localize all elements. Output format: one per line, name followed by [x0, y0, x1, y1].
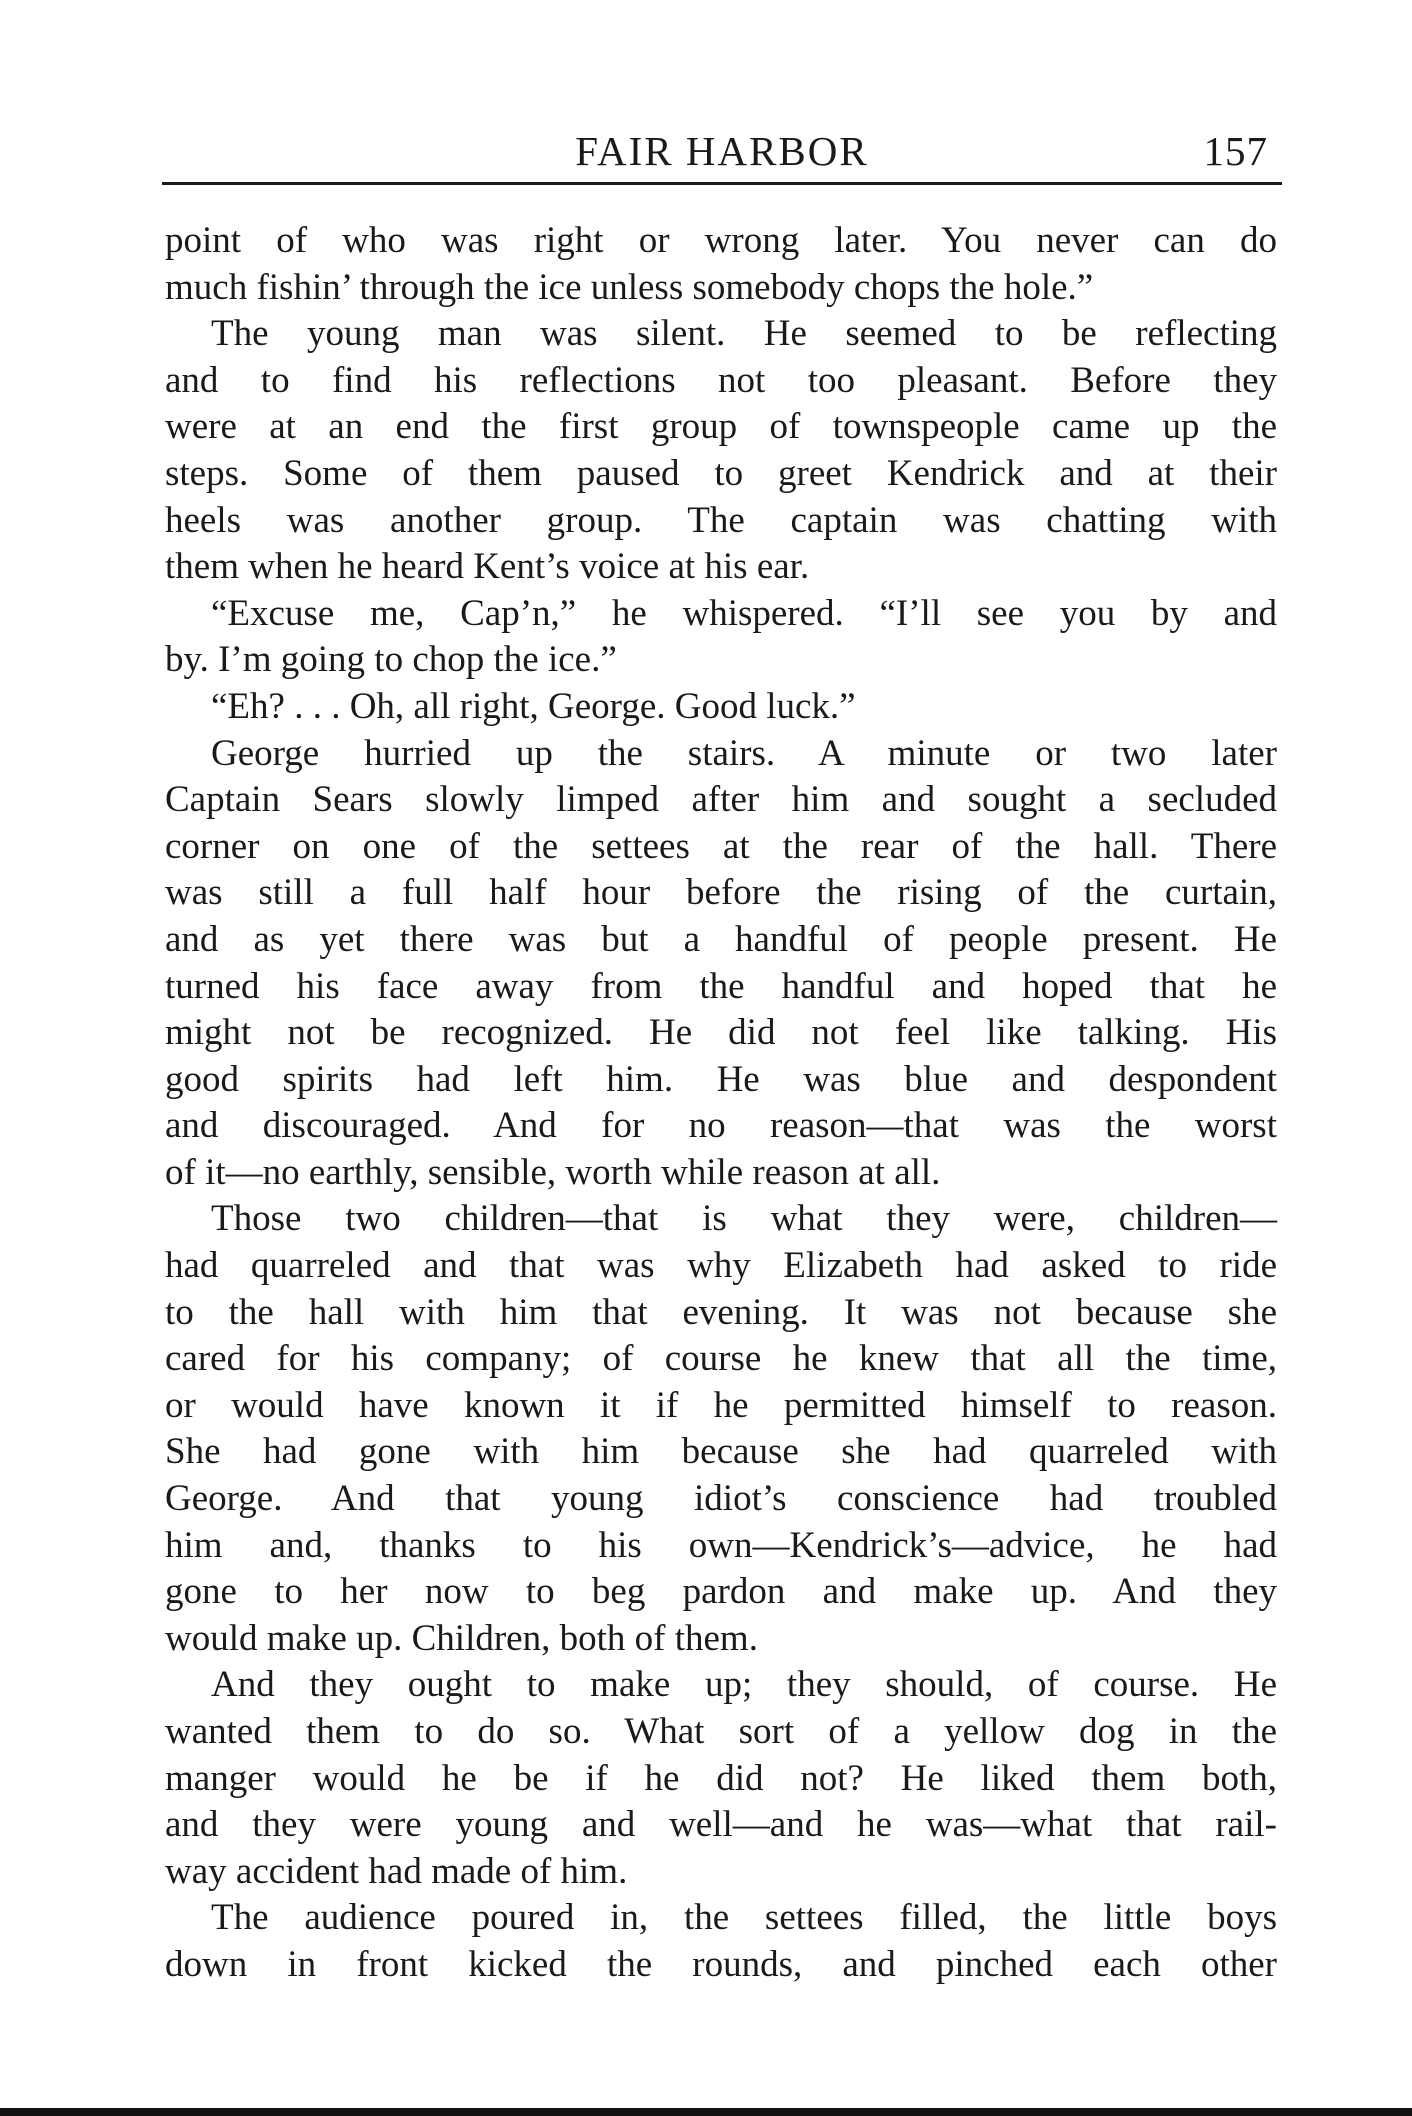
text-line: corner on one of the settees at the rear of the hall. There [165, 825, 1277, 867]
header-rule [162, 182, 1282, 185]
text-line: George hurried up the stairs. A minute or two later [211, 732, 1277, 774]
text-line: point of who was right or wrong later. You never can do [165, 220, 1277, 261]
running-head [162, 118, 1282, 178]
text-line: She had gone with him because she had quarreled with [165, 1431, 1277, 1473]
text-line: and discouraged. And for no reason—that was the worst [165, 1105, 1277, 1147]
text-line: “Excuse me, Cap’n,” he whispered. “I’ll see you by and [211, 592, 1277, 634]
text-line: to the hall with him that evening. It was not because she [165, 1291, 1277, 1333]
text-line: cared for his company; of course he knew that all the time, [165, 1338, 1277, 1380]
text-line: “Eh? . . . Oh, all right, George. Good luck.” [211, 685, 856, 727]
text-line: turned his face away from the handful and hoped that he [165, 965, 1277, 1007]
text-line: might not be recognized. He did not feel like talking. His [165, 1012, 1277, 1054]
text-line: The audience poured in, the settees filled, the little boys [211, 1897, 1277, 1939]
text-line: George. And that young idiot’s conscience had troubled [165, 1478, 1277, 1520]
text-line: of it—no earthly, sensible, worth while reason at all. [165, 1151, 941, 1193]
text-line: had quarreled and that was why Elizabeth had asked to ride [165, 1245, 1277, 1287]
text-line: or would have known it if he permitted himself to reason. [165, 1384, 1277, 1426]
text-line: The young man was silent. He seemed to be reflecting [211, 313, 1277, 355]
text-line: and they were young and well—and he was—what that rail- [165, 1804, 1277, 1846]
text-line: Captain Sears slowly limped after him and sought a secluded [165, 779, 1277, 821]
text-line: gone to her now to beg pardon and make up. And they [165, 1571, 1277, 1613]
running-title: FAIR HARBOR [575, 128, 869, 174]
text-line: Those two children—that is what they were, children— [211, 1198, 1277, 1240]
text-line: and to find his reflections not too pleasant. Before they [165, 359, 1277, 401]
text-line: them when he heard Kent’s voice at his ear. [165, 546, 810, 588]
text-line: good spirits had left him. He was blue and despondent [165, 1058, 1277, 1100]
text-line: way accident had made of him. [165, 1850, 628, 1892]
body-text [165, 218, 1277, 1989]
page-number: 157 [1203, 128, 1268, 174]
text-line: manger would he be if he did not? He liked them both, [165, 1757, 1277, 1799]
text-line: him and, thanks to his own—Kendrick’s—advice, he had [165, 1524, 1277, 1566]
text-line: wanted them to do so. What sort of a yellow dog in the [165, 1711, 1277, 1752]
text-line: by. I’m going to chop the ice.” [165, 639, 617, 681]
text-line: steps. Some of them paused to greet Kendrick and at their [165, 452, 1277, 494]
text-line: heels was another group. The captain was chatting with [165, 499, 1277, 541]
text-line: And they ought to make up; they should, of course. He [211, 1664, 1277, 1706]
text-line: were at an end the first group of townspeople came up the [165, 406, 1277, 448]
text-line: down in front kicked the rounds, and pinched each other [165, 1943, 1277, 1985]
scan-edge-bar [0, 2108, 1412, 2116]
text-line: was still a full half hour before the rising of the curtain, [165, 872, 1277, 914]
text-line: would make up. Children, both of them. [165, 1617, 758, 1659]
text-line: and as yet there was but a handful of people present. He [165, 918, 1277, 960]
text-line: much fishin’ through the ice unless somebody chops the hole.” [165, 266, 1094, 308]
